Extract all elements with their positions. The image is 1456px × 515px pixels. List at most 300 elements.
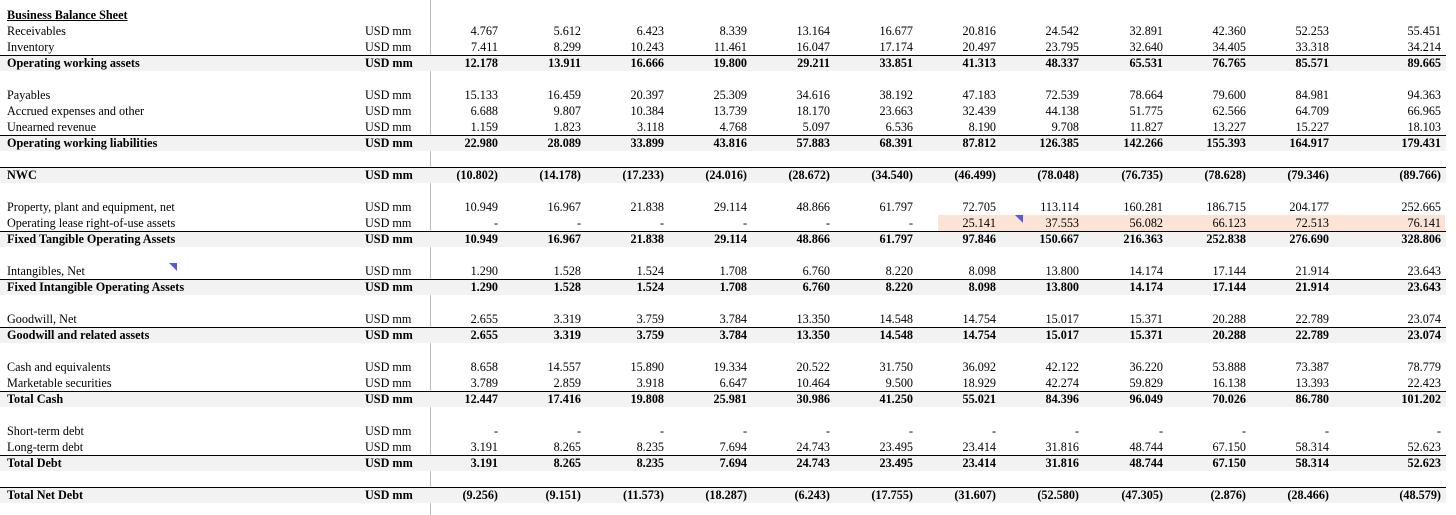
value-cell[interactable]: 48.744 bbox=[1129, 456, 1163, 470]
unit-cell[interactable]: USD mm bbox=[365, 216, 412, 230]
value-cell[interactable]: 3.789 bbox=[470, 376, 498, 390]
value-cell[interactable]: 1.524 bbox=[636, 264, 664, 278]
value-cell[interactable]: 31.816 bbox=[1045, 440, 1079, 454]
row-label[interactable]: Cash and equivalents bbox=[7, 360, 111, 374]
value-cell[interactable]: 52.253 bbox=[1295, 24, 1329, 38]
value-cell[interactable]: 16.677 bbox=[879, 24, 913, 38]
value-cell[interactable]: 22.980 bbox=[464, 136, 498, 150]
value-cell[interactable]: (9.256) bbox=[462, 488, 498, 502]
value-cell[interactable]: 66.965 bbox=[1407, 104, 1441, 118]
row-label[interactable]: Marketable securities bbox=[7, 376, 112, 390]
value-cell[interactable]: 65.531 bbox=[1129, 56, 1163, 70]
value-cell[interactable]: 6.688 bbox=[470, 104, 498, 118]
value-cell[interactable]: 16.967 bbox=[547, 232, 581, 246]
unit-cell[interactable]: USD mm bbox=[365, 136, 413, 150]
unit-cell[interactable]: USD mm bbox=[365, 328, 413, 342]
value-cell[interactable]: 164.917 bbox=[1289, 136, 1329, 150]
value-cell[interactable]: 33.899 bbox=[630, 136, 664, 150]
value-cell[interactable]: 78.664 bbox=[1129, 88, 1163, 102]
unit-cell[interactable]: USD mm bbox=[365, 392, 413, 406]
value-cell[interactable]: 42.360 bbox=[1212, 24, 1246, 38]
value-cell[interactable]: 101.202 bbox=[1401, 392, 1441, 406]
value-cell[interactable]: 6.760 bbox=[802, 264, 830, 278]
value-cell[interactable]: - bbox=[659, 216, 664, 230]
unit-cell[interactable]: USD mm bbox=[365, 200, 412, 214]
comment-marker-icon[interactable] bbox=[169, 263, 177, 271]
value-cell[interactable]: 84.396 bbox=[1045, 392, 1079, 406]
value-cell[interactable]: 8.220 bbox=[885, 264, 913, 278]
value-cell[interactable]: 84.981 bbox=[1295, 88, 1329, 102]
row-label[interactable]: Total Cash bbox=[7, 392, 64, 406]
comment-marker-icon[interactable] bbox=[1015, 215, 1023, 223]
value-cell[interactable]: 61.797 bbox=[879, 200, 913, 214]
value-cell[interactable]: 18.170 bbox=[796, 104, 830, 118]
value-cell[interactable]: 18.929 bbox=[962, 376, 996, 390]
row-label[interactable]: Inventory bbox=[7, 40, 55, 54]
value-cell[interactable]: (28.672) bbox=[788, 168, 830, 182]
value-cell[interactable]: 56.082 bbox=[1129, 216, 1163, 230]
value-cell[interactable]: (52.580) bbox=[1037, 488, 1079, 502]
value-cell[interactable]: 48.866 bbox=[796, 232, 830, 246]
value-cell[interactable]: 23.495 bbox=[879, 440, 913, 454]
unit-cell[interactable]: USD mm bbox=[365, 168, 413, 182]
value-cell[interactable]: 21.838 bbox=[630, 232, 664, 246]
value-cell[interactable]: 160.281 bbox=[1123, 200, 1163, 214]
value-cell[interactable]: 8.098 bbox=[968, 264, 996, 278]
value-cell[interactable]: 1.290 bbox=[470, 264, 498, 278]
value-cell[interactable]: 3.784 bbox=[719, 312, 747, 326]
value-cell[interactable]: 76.765 bbox=[1212, 56, 1246, 70]
value-cell[interactable]: 3.759 bbox=[636, 312, 664, 326]
value-cell[interactable]: - bbox=[493, 424, 498, 438]
row-label[interactable]: Goodwill and related assets bbox=[7, 328, 150, 342]
unit-cell[interactable]: USD mm bbox=[365, 312, 412, 326]
value-cell[interactable]: 150.667 bbox=[1039, 232, 1079, 246]
unit-cell[interactable]: USD mm bbox=[365, 456, 413, 470]
value-cell[interactable]: 2.859 bbox=[553, 376, 581, 390]
value-cell[interactable]: 20.397 bbox=[630, 88, 664, 102]
value-cell[interactable]: 57.883 bbox=[796, 136, 830, 150]
value-cell[interactable]: 15.017 bbox=[1045, 328, 1079, 342]
value-cell[interactable]: 20.497 bbox=[962, 40, 996, 54]
value-cell[interactable]: 21.914 bbox=[1295, 264, 1329, 278]
value-cell[interactable]: (2.876) bbox=[1210, 488, 1246, 502]
value-cell[interactable]: 58.314 bbox=[1295, 440, 1329, 454]
value-cell[interactable]: 14.174 bbox=[1129, 264, 1163, 278]
value-cell[interactable]: 13.393 bbox=[1295, 376, 1329, 390]
value-cell[interactable]: 41.313 bbox=[962, 56, 996, 70]
value-cell[interactable]: 6.536 bbox=[885, 120, 913, 134]
value-cell[interactable]: - bbox=[659, 424, 664, 438]
value-cell[interactable]: 19.808 bbox=[630, 392, 664, 406]
value-cell[interactable]: 13.350 bbox=[796, 312, 830, 326]
value-cell[interactable]: 24.542 bbox=[1045, 24, 1079, 38]
value-cell[interactable]: 7.411 bbox=[471, 40, 498, 54]
value-cell[interactable]: 23.795 bbox=[1045, 40, 1079, 54]
value-cell[interactable]: (10.802) bbox=[456, 168, 498, 182]
value-cell[interactable]: 16.967 bbox=[547, 200, 581, 214]
value-cell[interactable]: 96.049 bbox=[1129, 392, 1163, 406]
row-label[interactable]: Property, plant and equipment, net bbox=[7, 200, 175, 214]
value-cell[interactable]: (79.346) bbox=[1287, 168, 1329, 182]
value-cell[interactable]: 29.114 bbox=[714, 232, 747, 246]
value-cell[interactable]: 15.890 bbox=[630, 360, 664, 374]
value-cell[interactable]: (28.466) bbox=[1287, 488, 1329, 502]
value-cell[interactable]: 15.017 bbox=[1045, 312, 1079, 326]
value-cell[interactable]: 186.715 bbox=[1206, 200, 1246, 214]
value-cell[interactable]: 42.122 bbox=[1045, 360, 1079, 374]
value-cell[interactable]: 15.133 bbox=[464, 88, 498, 102]
value-cell[interactable]: 29.211 bbox=[797, 56, 830, 70]
value-cell[interactable]: 22.423 bbox=[1407, 376, 1441, 390]
value-cell[interactable]: 7.694 bbox=[719, 440, 747, 454]
value-cell[interactable]: 13.739 bbox=[713, 104, 747, 118]
value-cell[interactable]: 5.612 bbox=[553, 24, 581, 38]
value-cell[interactable]: - bbox=[908, 424, 913, 438]
value-cell[interactable]: 17.144 bbox=[1212, 264, 1246, 278]
value-cell[interactable]: 18.103 bbox=[1407, 120, 1441, 134]
value-cell[interactable]: 41.250 bbox=[879, 392, 913, 406]
value-cell[interactable]: 13.350 bbox=[796, 328, 830, 342]
value-cell[interactable]: 8.220 bbox=[885, 280, 913, 294]
value-cell[interactable]: 8.235 bbox=[636, 440, 664, 454]
value-cell[interactable]: 94.363 bbox=[1407, 88, 1441, 102]
value-cell[interactable]: 10.949 bbox=[464, 232, 498, 246]
value-cell[interactable]: 3.784 bbox=[719, 328, 747, 342]
value-cell[interactable]: 1.708 bbox=[719, 280, 747, 294]
value-cell[interactable]: 12.178 bbox=[464, 56, 498, 70]
value-cell[interactable]: 14.548 bbox=[879, 328, 913, 342]
value-cell[interactable]: (46.499) bbox=[954, 168, 996, 182]
value-cell[interactable]: 38.192 bbox=[879, 88, 913, 102]
value-cell[interactable]: 24.743 bbox=[796, 456, 830, 470]
value-cell[interactable]: 55.451 bbox=[1407, 24, 1441, 38]
value-cell[interactable]: 8.190 bbox=[968, 120, 996, 134]
value-cell[interactable]: 20.816 bbox=[962, 24, 996, 38]
value-cell[interactable]: 72.539 bbox=[1045, 88, 1079, 102]
unit-cell[interactable]: USD mm bbox=[365, 264, 412, 278]
value-cell[interactable]: 24.743 bbox=[796, 440, 830, 454]
value-cell[interactable]: - bbox=[825, 216, 830, 230]
value-cell[interactable]: 48.337 bbox=[1045, 56, 1079, 70]
value-cell[interactable]: 33.851 bbox=[879, 56, 913, 70]
value-cell[interactable]: - bbox=[825, 424, 830, 438]
unit-cell[interactable]: USD mm bbox=[365, 104, 412, 118]
unit-cell[interactable]: USD mm bbox=[365, 88, 412, 102]
value-cell[interactable]: - bbox=[742, 424, 747, 438]
value-cell[interactable]: 34.214 bbox=[1407, 40, 1441, 54]
row-label[interactable]: Fixed Intangible Operating Assets bbox=[7, 280, 185, 294]
value-cell[interactable]: 1.528 bbox=[553, 264, 581, 278]
value-cell[interactable]: 86.780 bbox=[1295, 392, 1329, 406]
value-cell[interactable]: 13.911 bbox=[548, 56, 581, 70]
value-cell[interactable]: 32.891 bbox=[1129, 24, 1163, 38]
value-cell[interactable]: 6.423 bbox=[636, 24, 664, 38]
value-cell[interactable]: 78.779 bbox=[1407, 360, 1441, 374]
value-cell[interactable]: 76.141 bbox=[1407, 216, 1441, 230]
row-label[interactable]: Total Debt bbox=[7, 456, 62, 470]
value-cell[interactable]: - bbox=[908, 216, 913, 230]
value-cell[interactable]: 70.026 bbox=[1212, 392, 1246, 406]
value-cell[interactable]: 8.098 bbox=[968, 280, 996, 294]
value-cell[interactable]: 17.416 bbox=[547, 392, 581, 406]
value-cell[interactable]: 15.371 bbox=[1129, 328, 1163, 342]
value-cell[interactable]: 25.141 bbox=[962, 216, 996, 230]
unit-cell[interactable]: USD mm bbox=[365, 280, 413, 294]
row-label[interactable]: Fixed Tangible Operating Assets bbox=[7, 232, 176, 246]
unit-cell[interactable]: USD mm bbox=[365, 376, 412, 390]
value-cell[interactable]: 68.391 bbox=[879, 136, 913, 150]
value-cell[interactable]: 8.235 bbox=[636, 456, 664, 470]
value-cell[interactable]: 23.643 bbox=[1407, 280, 1441, 294]
value-cell[interactable]: (6.243) bbox=[794, 488, 830, 502]
value-cell[interactable]: 14.548 bbox=[879, 312, 913, 326]
value-cell[interactable]: 16.047 bbox=[796, 40, 830, 54]
value-cell[interactable]: 28.089 bbox=[547, 136, 581, 150]
value-cell[interactable]: - bbox=[742, 216, 747, 230]
unit-cell[interactable]: USD mm bbox=[365, 40, 412, 54]
value-cell[interactable]: 252.665 bbox=[1401, 200, 1441, 214]
value-cell[interactable]: 19.334 bbox=[713, 360, 747, 374]
row-label[interactable]: Total Net Debt bbox=[7, 488, 84, 502]
value-cell[interactable]: 13.800 bbox=[1045, 264, 1079, 278]
value-cell[interactable]: 55.021 bbox=[962, 392, 996, 406]
value-cell[interactable]: 8.339 bbox=[719, 24, 747, 38]
value-cell[interactable]: 23.643 bbox=[1407, 264, 1441, 278]
value-cell[interactable]: 59.829 bbox=[1129, 376, 1163, 390]
value-cell[interactable]: 52.623 bbox=[1407, 456, 1441, 470]
value-cell[interactable]: 36.092 bbox=[962, 360, 996, 374]
value-cell[interactable]: 31.750 bbox=[879, 360, 913, 374]
value-cell[interactable]: 97.846 bbox=[962, 232, 996, 246]
value-cell[interactable]: 10.243 bbox=[630, 40, 664, 54]
value-cell[interactable]: 16.138 bbox=[1212, 376, 1246, 390]
value-cell[interactable]: 4.768 bbox=[719, 120, 747, 134]
value-cell[interactable]: 66.123 bbox=[1212, 216, 1246, 230]
value-cell[interactable]: (47.305) bbox=[1121, 488, 1163, 502]
value-cell[interactable]: 64.709 bbox=[1295, 104, 1329, 118]
value-cell[interactable]: 85.571 bbox=[1295, 56, 1329, 70]
value-cell[interactable]: 13.227 bbox=[1212, 120, 1246, 134]
value-cell[interactable]: 53.888 bbox=[1212, 360, 1246, 374]
value-cell[interactable]: 17.174 bbox=[879, 40, 913, 54]
value-cell[interactable]: 21.838 bbox=[630, 200, 664, 214]
unit-cell[interactable]: USD mm bbox=[365, 56, 413, 70]
value-cell[interactable]: 58.314 bbox=[1295, 456, 1329, 470]
row-label[interactable]: NWC bbox=[7, 168, 37, 182]
value-cell[interactable]: 7.694 bbox=[719, 456, 747, 470]
value-cell[interactable]: (14.178) bbox=[539, 168, 581, 182]
value-cell[interactable]: 29.114 bbox=[713, 200, 747, 214]
value-cell[interactable]: 42.274 bbox=[1045, 376, 1079, 390]
value-cell[interactable]: 52.623 bbox=[1407, 440, 1441, 454]
value-cell[interactable]: 67.150 bbox=[1212, 440, 1246, 454]
value-cell[interactable]: - bbox=[576, 216, 581, 230]
value-cell[interactable]: 33.318 bbox=[1295, 40, 1329, 54]
value-cell[interactable]: (89.766) bbox=[1399, 168, 1441, 182]
value-cell[interactable]: 31.816 bbox=[1045, 456, 1079, 470]
value-cell[interactable]: 11.461 bbox=[713, 40, 747, 54]
value-cell[interactable]: 276.690 bbox=[1289, 232, 1329, 246]
value-cell[interactable]: 142.266 bbox=[1123, 136, 1163, 150]
value-cell[interactable]: (17.233) bbox=[622, 168, 664, 182]
value-cell[interactable]: 73.387 bbox=[1295, 360, 1329, 374]
unit-cell[interactable]: USD mm bbox=[365, 440, 412, 454]
value-cell[interactable]: 9.807 bbox=[553, 104, 581, 118]
value-cell[interactable]: - bbox=[493, 216, 498, 230]
value-cell[interactable]: (11.573) bbox=[623, 488, 664, 502]
value-cell[interactable]: 2.655 bbox=[470, 328, 498, 342]
value-cell[interactable]: - bbox=[1158, 424, 1163, 438]
value-cell[interactable]: 23.414 bbox=[962, 456, 996, 470]
value-cell[interactable]: - bbox=[1074, 424, 1079, 438]
value-cell[interactable]: - bbox=[1436, 424, 1441, 438]
value-cell[interactable]: 34.405 bbox=[1212, 40, 1246, 54]
value-cell[interactable]: 2.655 bbox=[470, 312, 498, 326]
row-label[interactable]: Receivables bbox=[7, 24, 66, 38]
value-cell[interactable]: (31.607) bbox=[954, 488, 996, 502]
value-cell[interactable]: 51.775 bbox=[1129, 104, 1163, 118]
value-cell[interactable]: 32.439 bbox=[962, 104, 996, 118]
row-label[interactable]: Operating lease right-of-use assets bbox=[7, 216, 176, 230]
value-cell[interactable]: 23.663 bbox=[879, 104, 913, 118]
value-cell[interactable]: 36.220 bbox=[1129, 360, 1163, 374]
value-cell[interactable]: 34.616 bbox=[796, 88, 830, 102]
value-cell[interactable]: 10.949 bbox=[464, 200, 498, 214]
unit-cell[interactable]: USD mm bbox=[365, 232, 413, 246]
value-cell[interactable]: 23.414 bbox=[962, 440, 996, 454]
value-cell[interactable]: 19.800 bbox=[713, 56, 747, 70]
row-label[interactable]: Intangibles, Net bbox=[7, 264, 85, 278]
value-cell[interactable]: 328.806 bbox=[1401, 232, 1441, 246]
value-cell[interactable]: 89.665 bbox=[1407, 56, 1441, 70]
unit-cell[interactable]: USD mm bbox=[365, 120, 412, 134]
unit-cell[interactable]: USD mm bbox=[365, 360, 412, 374]
value-cell[interactable]: 14.754 bbox=[962, 328, 996, 342]
value-cell[interactable]: 3.759 bbox=[636, 328, 664, 342]
value-cell[interactable]: (18.287) bbox=[705, 488, 747, 502]
value-cell[interactable]: 9.500 bbox=[885, 376, 913, 390]
value-cell[interactable]: 43.816 bbox=[713, 136, 747, 150]
value-cell[interactable]: 62.566 bbox=[1212, 104, 1246, 118]
value-cell[interactable]: 72.705 bbox=[962, 200, 996, 214]
value-cell[interactable]: 47.183 bbox=[962, 88, 996, 102]
row-label[interactable]: Accrued expenses and other bbox=[7, 104, 145, 118]
value-cell[interactable]: 12.447 bbox=[464, 392, 498, 406]
value-cell[interactable]: 14.174 bbox=[1129, 280, 1163, 294]
value-cell[interactable]: - bbox=[1241, 424, 1246, 438]
value-cell[interactable]: 126.385 bbox=[1039, 136, 1079, 150]
value-cell[interactable]: 11.827 bbox=[1129, 120, 1163, 134]
value-cell[interactable]: 23.074 bbox=[1407, 312, 1441, 326]
value-cell[interactable]: (78.628) bbox=[1204, 168, 1246, 182]
value-cell[interactable]: - bbox=[576, 424, 581, 438]
value-cell[interactable]: (78.048) bbox=[1037, 168, 1079, 182]
value-cell[interactable]: 67.150 bbox=[1212, 456, 1246, 470]
value-cell[interactable]: 3.319 bbox=[553, 328, 581, 342]
value-cell[interactable]: 22.789 bbox=[1295, 328, 1329, 342]
row-label[interactable]: Operating working liabilities bbox=[7, 136, 158, 150]
value-cell[interactable]: 5.097 bbox=[802, 120, 830, 134]
value-cell[interactable]: (17.755) bbox=[871, 488, 913, 502]
value-cell[interactable]: 20.522 bbox=[796, 360, 830, 374]
value-cell[interactable]: 3.918 bbox=[636, 376, 664, 390]
value-cell[interactable]: 8.658 bbox=[470, 360, 498, 374]
value-cell[interactable]: 179.431 bbox=[1401, 136, 1441, 150]
value-cell[interactable]: - bbox=[1324, 424, 1329, 438]
value-cell[interactable]: 22.789 bbox=[1295, 312, 1329, 326]
value-cell[interactable]: 3.191 bbox=[470, 456, 498, 470]
unit-cell[interactable]: USD mm bbox=[365, 488, 413, 502]
value-cell[interactable]: (9.151) bbox=[545, 488, 581, 502]
value-cell[interactable]: 15.227 bbox=[1295, 120, 1329, 134]
value-cell[interactable]: 16.459 bbox=[547, 88, 581, 102]
unit-cell[interactable]: USD mm bbox=[365, 424, 412, 438]
value-cell[interactable]: 1.528 bbox=[553, 280, 581, 294]
row-label[interactable]: Unearned revenue bbox=[7, 120, 96, 134]
value-cell[interactable]: 23.074 bbox=[1407, 328, 1441, 342]
value-cell[interactable]: 1.823 bbox=[553, 120, 581, 134]
value-cell[interactable]: (76.735) bbox=[1121, 168, 1163, 182]
value-cell[interactable]: 14.754 bbox=[962, 312, 996, 326]
row-label[interactable]: Short-term debt bbox=[7, 424, 84, 438]
value-cell[interactable]: 20.288 bbox=[1212, 312, 1246, 326]
sheet-title[interactable]: Business Balance Sheet bbox=[7, 8, 128, 22]
value-cell[interactable]: 72.513 bbox=[1295, 216, 1329, 230]
value-cell[interactable]: (48.579) bbox=[1399, 488, 1441, 502]
value-cell[interactable]: 79.600 bbox=[1212, 88, 1246, 102]
value-cell[interactable]: 37.553 bbox=[1045, 216, 1079, 230]
value-cell[interactable]: 216.363 bbox=[1123, 232, 1163, 246]
value-cell[interactable]: 21.914 bbox=[1295, 280, 1329, 294]
value-cell[interactable]: 14.557 bbox=[547, 360, 581, 374]
value-cell[interactable]: 1.159 bbox=[470, 120, 498, 134]
value-cell[interactable]: 1.524 bbox=[636, 280, 664, 294]
value-cell[interactable]: 9.708 bbox=[1051, 120, 1079, 134]
value-cell[interactable]: 25.981 bbox=[713, 392, 747, 406]
value-cell[interactable]: 23.495 bbox=[879, 456, 913, 470]
value-cell[interactable]: 204.177 bbox=[1289, 200, 1329, 214]
value-cell[interactable]: 6.760 bbox=[802, 280, 830, 294]
value-cell[interactable]: 113.114 bbox=[1040, 200, 1079, 214]
value-cell[interactable]: 8.299 bbox=[553, 40, 581, 54]
value-cell[interactable]: 30.986 bbox=[796, 392, 830, 406]
value-cell[interactable]: 10.464 bbox=[796, 376, 830, 390]
row-label[interactable]: Goodwill, Net bbox=[7, 312, 77, 326]
value-cell[interactable]: 44.138 bbox=[1045, 104, 1079, 118]
value-cell[interactable]: 1.708 bbox=[719, 264, 747, 278]
value-cell[interactable]: 87.812 bbox=[962, 136, 996, 150]
value-cell[interactable]: 13.164 bbox=[796, 24, 830, 38]
value-cell[interactable]: 25.309 bbox=[713, 88, 747, 102]
value-cell[interactable]: - bbox=[991, 424, 996, 438]
value-cell[interactable]: 3.319 bbox=[553, 312, 581, 326]
value-cell[interactable]: 15.371 bbox=[1129, 312, 1163, 326]
value-cell[interactable]: 17.144 bbox=[1212, 280, 1246, 294]
value-cell[interactable]: 4.767 bbox=[470, 24, 498, 38]
row-label[interactable]: Long-term debt bbox=[7, 440, 84, 454]
value-cell[interactable]: 32.640 bbox=[1129, 40, 1163, 54]
value-cell[interactable]: 13.800 bbox=[1045, 280, 1079, 294]
unit-cell[interactable]: USD mm bbox=[365, 24, 412, 38]
value-cell[interactable]: 48.744 bbox=[1129, 440, 1163, 454]
value-cell[interactable]: 3.118 bbox=[637, 120, 664, 134]
value-cell[interactable]: 155.393 bbox=[1206, 136, 1246, 150]
value-cell[interactable]: 48.866 bbox=[796, 200, 830, 214]
value-cell[interactable]: 10.384 bbox=[630, 104, 664, 118]
value-cell[interactable]: (34.540) bbox=[871, 168, 913, 182]
row-label[interactable]: Operating working assets bbox=[7, 56, 140, 70]
